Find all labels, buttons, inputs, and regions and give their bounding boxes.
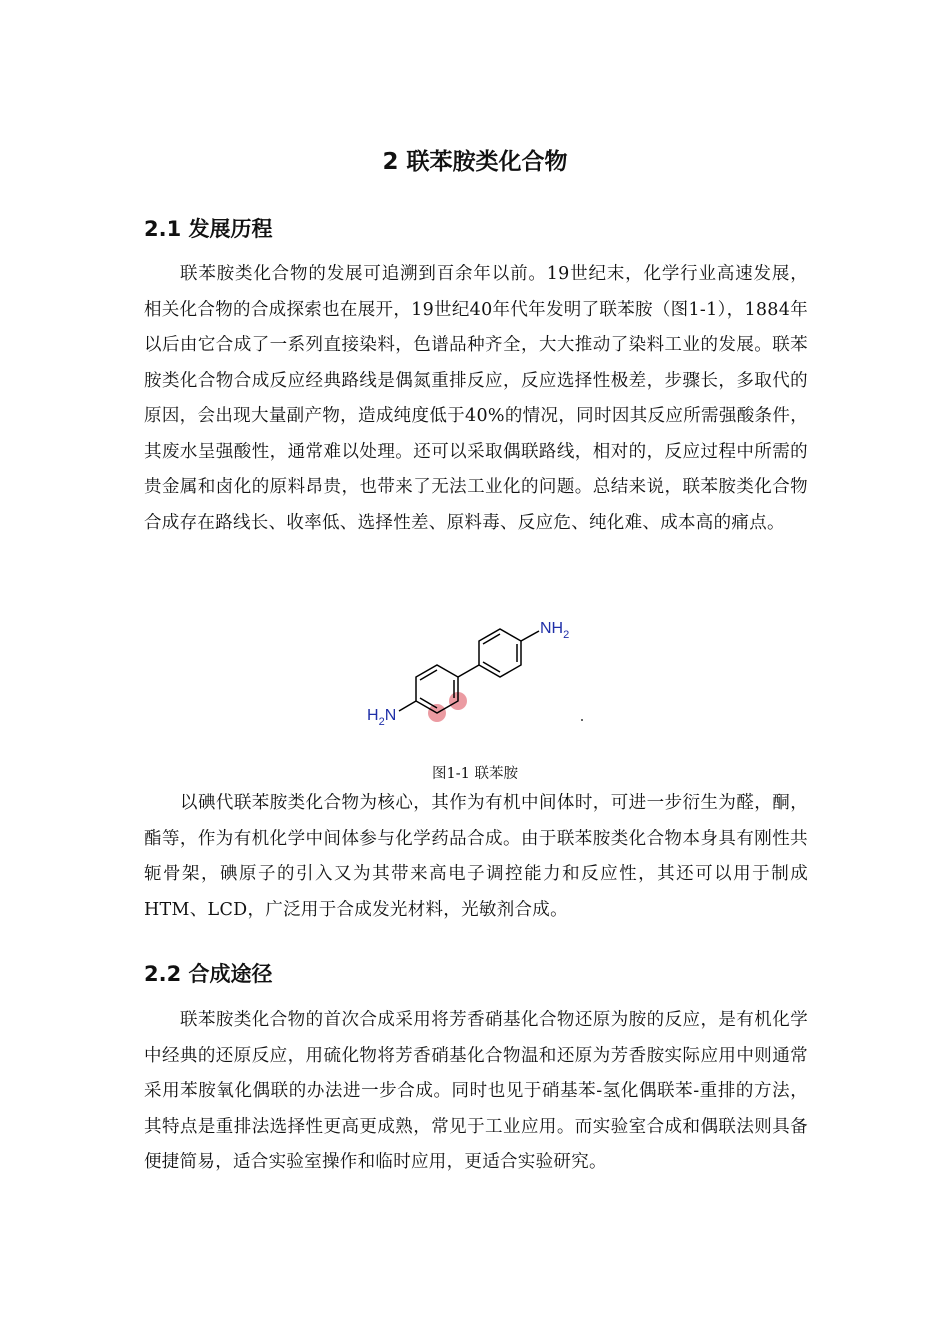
amine-label-bottom: $H_2N$ <box>367 707 397 728</box>
section-heading-development: 2.1 发展历程 <box>144 217 273 241</box>
benzidine-structure-figure <box>355 610 595 730</box>
amine-label-top: $NH_2$ <box>540 620 570 641</box>
paragraph-development-history: 联苯胺类化合物的发展可追溯到百余年以前。19世纪末，化学行业高速发展，相关化合物的合成探索也在展开，19世纪40年代年发明了联苯胺（图1-1），1884年以后由它合成了一系列直接染料，色谱品种齐全，大大推动了染料工业的发展。联苯胺类化合物合成反应经典路线是偶氮重排反应，反应选择性极差，步骤长，多取代的原因，会出现大量副产物，造成纯度低于40%的情况，同时因其反应所需强酸条件，其废水呈强酸性，通常难以处理。还可以采取偶联路线，相对的，反应过程中所需的贵金属和卤化的原料昂贵，也带来了无法工业化的问题。总结来说，联苯胺类化合物合成存在路线长、收率低、选择性差、原料毒、反应危、纯化难、成本高的痛点。 <box>144 264 808 533</box>
lower-amine-bond <box>399 701 416 711</box>
chapter-title: 2 联苯胺类化合物 <box>382 149 568 175</box>
upper-amine-bond <box>521 631 539 641</box>
benzidine-structure-diagram <box>355 610 595 730</box>
section-heading-synthesis: 2.2 合成途径 <box>144 962 273 986</box>
biphenyl-bond <box>458 665 479 677</box>
stray-dot <box>581 719 583 721</box>
paragraph-iodo-applications: 以碘代联苯胺类化合物为核心，其作为有机中间体时，可进一步衍生为醛，酮，酯等，作为有机化学中间体参与化学药品合成。由于联苯胺类化合物本身具有刚性共轭骨架，碘原子的引入又为其带来高电子调控能力和反应性，其还可以用于制成HTM、LCD，广泛用于合成发光材料，光敏剂合成。 <box>144 793 808 920</box>
figure-caption: 图1-1 联苯胺 <box>432 766 518 782</box>
paragraph-synthesis-routes: 联苯胺类化合物的首次合成采用将芳香硝基化合物还原为胺的反应，是有机化学中经典的还原反应，用硫化物将芳香硝基化合物温和还原为芳香胺实际应用中则通常采用苯胺氧化偶联的办法进一步合成。同时也见于硝基苯-氢化偶联苯-重排的方法，其特点是重排法选择性更高更成熟，常见于工业应用。而实验室合成和偶联法则具备便捷简易，适合实验室操作和临时应用，更适合实验研究。 <box>144 1010 808 1172</box>
upper-benzene-ring <box>479 629 521 677</box>
